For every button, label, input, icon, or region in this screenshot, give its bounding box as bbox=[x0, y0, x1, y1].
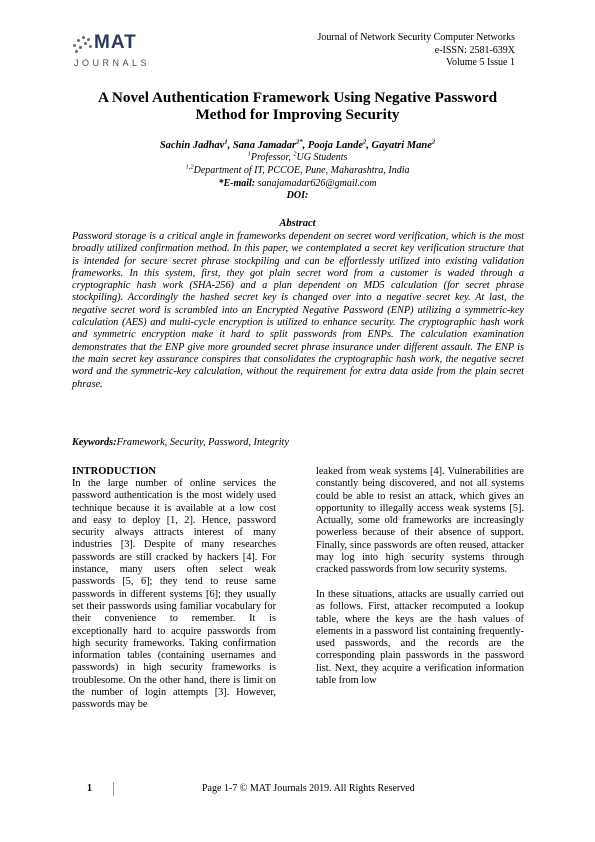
doi-label: DOI: bbox=[286, 190, 309, 201]
author-sup: 2 bbox=[363, 138, 367, 146]
logo-mat-text: MAT bbox=[94, 32, 137, 53]
paper-title bbox=[70, 89, 525, 123]
body-paragraph: In the large number of online services the password authentication is the most widely used technique because it is available at a low cost and easy to deploy [1, 2]. Hence, password security always attracts interest of many industries [3]. Despite of many researches passwords are still cracked by hackers [4]. For instance, many users often select weak passwords [5, 6]; they tend to reuse same passwords in different systems [6]; they usually set their passwords using familiar vocabulary for their convenience to remember. It is exceptionally hard to acquire passwords from high security frameworks. Taking confirmation information tables (containing usernames and passwords) in high security frameworks is troublesome. On the other hand, there is limit on the number of login attempts [3]. However, passwords may be bbox=[72, 478, 276, 711]
journal-name: Journal of Network Security Computer Networks bbox=[317, 32, 515, 43]
keywords-label: Keywords: bbox=[72, 437, 117, 448]
author-list: Sachin Jadhav$^1$, Sana Jamadar$^{2*}$, Pooja Lande$^2$, Gayatri Mane$^2$ bbox=[159, 138, 436, 151]
role-professor: Professor, bbox=[250, 152, 294, 163]
body-paragraph: In these situations, attacks are usually carried out as follows. First, attacker recomputed a lookup table, where the keys are the hash values of elements in a password list containing frequently-used passwords, and the records are the corresponding plain passwords in the password list. Next, they acquire a verification information table from low bbox=[316, 588, 524, 687]
email-address[interactable]: sanajamadar626@gmail.com bbox=[257, 178, 377, 189]
body-paragraph: leaked from weak systems [4]. Vulnerabilities are constantly being discovered, and not all systems could be able to resist an attack, which gives an opportunity to illegally access weak systems [5]. Actually, some old frameworks are increasingly powerless because of their absence of support. Finally, since passwords are often reused, attacker may log into high security systems through cracked passwords from low security systems. bbox=[316, 466, 524, 576]
journal-volume: Volume 5 Issue 1 bbox=[446, 57, 515, 68]
abstract-text: Password storage is a critical angle in frameworks dependent on secret word verification, which is the most broadly utilized confirmation method. In this paper, we contemplated a secret key verification structure that is intended for secure secret phrase stockpiling and can be effortlessly utilized into existing validation frameworks. In this system, first, they got plain secret word from a customer is waded through a cryptographic hash work (SHA-256) and a plan dependent on MD5 calculation (for secret phrase stockpiling). Accordingly the hashed secret key is changed over into a negative secret key. At last, the negative secret word is scrambled into an Encrypted Negative Password (ENP) utilizing a symmetric-key calculation (AES) and multi-cycle encryption is utilized to enhance security. The cryptographic hash work and symmetric encryption make it hard to split passwords from ENPs. The calculation examination demonstrates that the ENP give more grounded secret phrase insurance under different assault. The ENP is the main secret key assurance conspires that consolidates the cryptographic hash work, the negative secret word and the symmetric-key calculation, without the requirement for extra data aside from the plain secret phrase. bbox=[72, 231, 524, 390]
author-sup: 1 bbox=[224, 138, 228, 146]
author-name: Gayatri Mane bbox=[371, 140, 432, 151]
role-sup: 1 bbox=[247, 150, 251, 158]
body-column-left bbox=[72, 466, 276, 712]
journal-header bbox=[318, 32, 515, 70]
mat-journals-logo bbox=[72, 32, 170, 72]
title-line-2: Method for Improving Security bbox=[195, 106, 400, 123]
affiliation-sup: 1,2 bbox=[185, 163, 194, 171]
logo-dots-icon bbox=[72, 36, 94, 54]
logo-journals-text: JOURNALS bbox=[74, 58, 151, 68]
keywords-text: Framework, Security, Password, Integrity bbox=[116, 437, 289, 448]
journal-issn: e-ISSN: 2581-639X bbox=[434, 44, 515, 56]
email-label: *E-mail: bbox=[218, 178, 256, 189]
keywords bbox=[72, 437, 524, 449]
body-column-right bbox=[316, 466, 524, 687]
role-students: UG Students bbox=[296, 152, 348, 163]
section-heading-introduction: INTRODUCTION bbox=[72, 466, 157, 477]
author-name: Pooja Lande bbox=[307, 140, 364, 151]
title-line-1: A Novel Authentication Framework Using Negative Password bbox=[97, 89, 498, 106]
affiliation bbox=[70, 165, 525, 177]
page-number: 1 bbox=[87, 783, 92, 794]
contact-email bbox=[70, 178, 525, 190]
role-sup: 2 bbox=[293, 150, 297, 158]
abstract-heading: Abstract bbox=[279, 218, 316, 229]
affiliation-text: Department of IT, PCCOE, Pune, Maharashtra, India bbox=[193, 165, 410, 176]
footer-copyright: Page 1-7 © MAT Journals 2019. All Rights Reserved bbox=[202, 783, 415, 794]
footer-divider bbox=[113, 782, 114, 796]
author-sup: 2 bbox=[431, 138, 436, 146]
author-sup: 2* bbox=[296, 138, 303, 146]
author-name: Sachin Jadhav bbox=[159, 140, 225, 151]
author-roles bbox=[70, 152, 525, 164]
author-name: Sana Jamadar bbox=[232, 140, 297, 151]
